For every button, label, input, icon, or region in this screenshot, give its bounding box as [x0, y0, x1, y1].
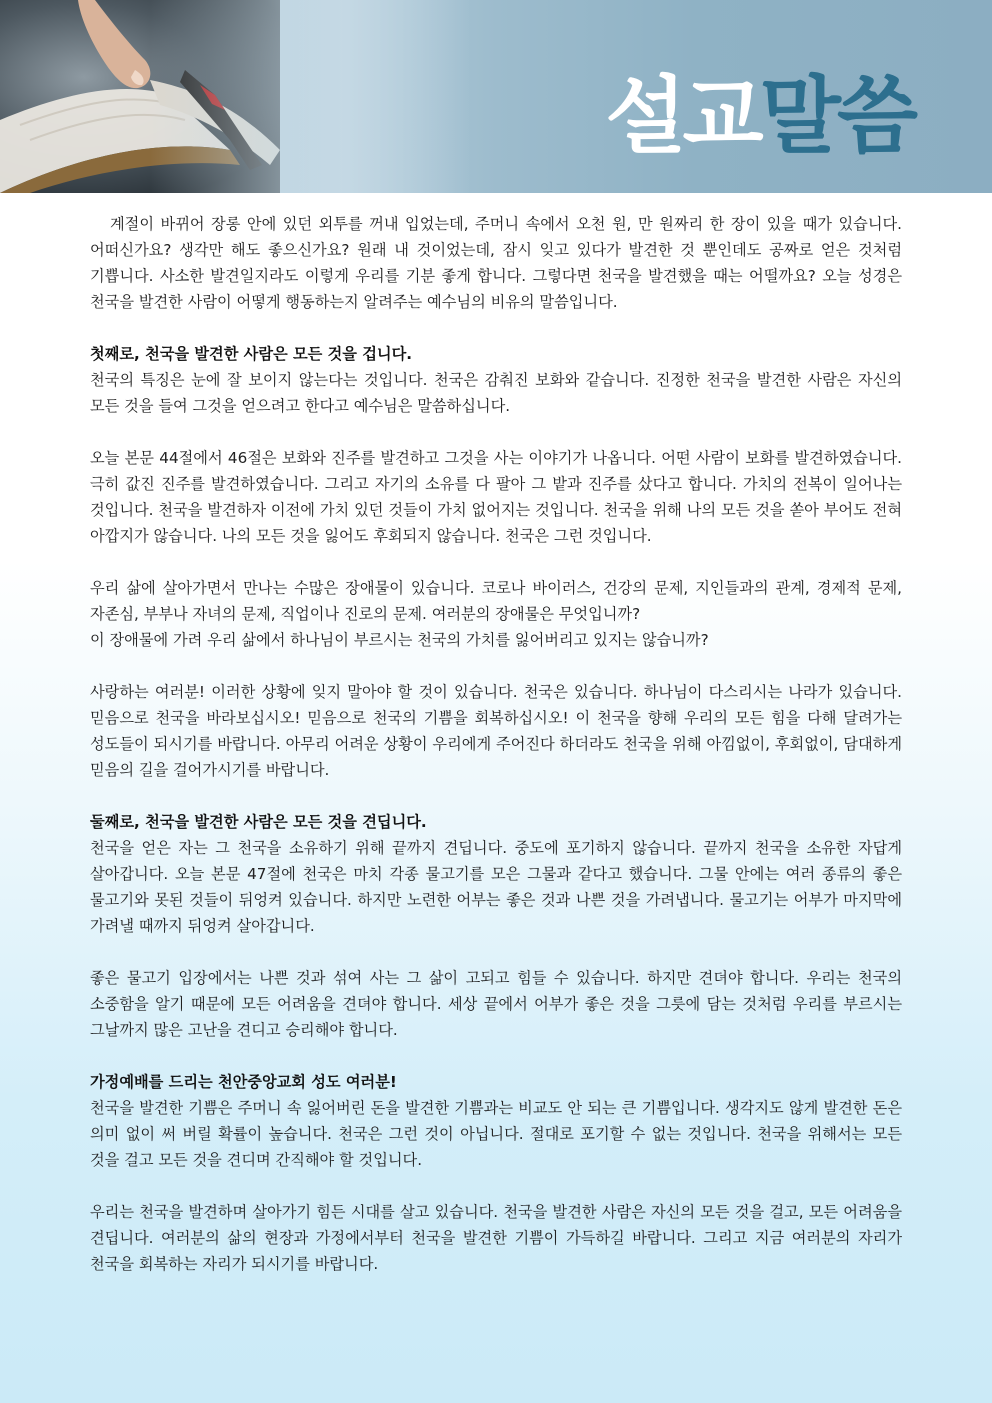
paragraph-gap [90, 419, 902, 445]
section1-paragraph-2: 오늘 본문 44절에서 46절은 보화와 진주를 발견하고 그것을 사는 이야기가 나옵니다. 어떤 사람이 보화를 발견하였습니다. 극히 값진 진주를 발견하였습니다. 그리고 자기의 소유를 다 팔아 그 밭과 진주를 샀다고 합니다. 가치의 전복이 일어나는 것입니다. 천국을 발견하자 이전에 가치 있던 것들이 가치 없어지는 것입니다. 천국을 위해 나의 모든 것을 쏟아 부어도 전혀 아깝지가 않습니다. 나의 모든 것을 잃어도 후회되지 않습니다. 천국은 그런 것입니다. [90, 449, 902, 545]
photo-fade [150, 0, 470, 193]
paragraph-gap [90, 549, 902, 575]
sermon-body [90, 211, 902, 1277]
section-heading-2: 둘째로, 천국을 발견한 사람은 모든 것을 견딥니다. [90, 813, 427, 831]
paragraph-gap [90, 783, 902, 809]
paragraph-gap [90, 315, 902, 341]
paragraph-gap [90, 1173, 902, 1199]
paragraph-gap [90, 653, 902, 679]
section1-paragraph-3b: 이 장애물에 가려 우리 삶에서 하나님이 부르시는 천국의 가치를 잃어버리고 있지는 않습니까? [90, 631, 709, 649]
page-title [605, 66, 914, 166]
section1-paragraph-1: 천국의 특징은 눈에 잘 보이지 않는다는 것입니다. 천국은 감춰진 보화와 같습니다. 진정한 천국을 발견한 사람은 자신의 모든 것을 들여 그것을 얻으려고 한다고 예수님은 말씀하십니다. [90, 371, 902, 415]
intro-paragraph: 계절이 바뀌어 장롱 안에 있던 외투를 꺼내 입었는데, 주머니 속에서 오천 원, 만 원짜리 한 장이 있을 때가 있습니다. 어떠신가요? 생각만 해도 좋으신가요? 원래 내 것이었는데, 잠시 잊고 있다가 발견한 것 뿐인데도 공짜로 얻은 것처럼 기쁩니다. 사소한 발견일지라도 이렇게 우리를 기분 좋게 합니다. 그렇다면 천국을 발견했을 때는 어떨까요? 오늘 성경은 천국을 발견한 사람이 어떻게 행동하는지 알려주는 예수님의 비유의 말씀입니다. [90, 215, 902, 311]
paragraph-gap [90, 939, 902, 965]
section-heading-3: 가정예배를 드리는 천안중앙교회 성도 여러분! [90, 1073, 397, 1091]
header-banner [0, 0, 992, 193]
paragraph-gap [90, 1043, 902, 1069]
section2-paragraph-2: 좋은 물고기 입장에서는 나쁜 것과 섞여 사는 그 삶이 고되고 힘들 수 있습니다. 하지만 견뎌야 합니다. 우리는 천국의 소중함을 알기 때문에 모든 어려움을 견뎌야 합니다. 세상 끝에서 어부가 좋은 것을 그릇에 담는 것처럼 우리를 부르시는 그날까지 많은 고난을 견디고 승리해야 합니다. [90, 969, 902, 1039]
section1-paragraph-4: 사랑하는 여러분! 이러한 상황에 잊지 말아야 할 것이 있습니다. 천국은 있습니다. 하나님이 다스리시는 나라가 있습니다. 믿음으로 천국을 바라보십시오! 믿음으로 천국의 기쁨을 회복하십시오! 이 천국을 향해 우리의 모든 힘을 다해 달려가는 성도들이 되시기를 바랍니다. 아무리 어려운 상황이 우리에게 주어진다 하더라도 천국을 위해 아낌없이, 후회없이, 담대하게 믿음의 길을 걸어가시기를 바랍니다. [90, 683, 902, 779]
section-heading-1: 첫째로, 천국을 발견한 사람은 모든 것을 겁니다. [90, 345, 413, 363]
section3-paragraph-1: 천국을 발견한 기쁨은 주머니 속 잃어버린 돈을 발견한 기쁨과는 비교도 안 되는 큰 기쁨입니다. 생각지도 않게 발견한 돈은 의미 없이 써 버릴 확률이 높습니다. 천국은 그런 것이 아닙니다. 절대로 포기할 수 없는 것입니다. 천국을 위해서는 모든 것을 걸고 모든 것을 견디며 간직해야 할 것입니다. [90, 1099, 902, 1169]
title-part-2: 말씀 [759, 67, 914, 165]
section3-paragraph-2: 우리는 천국을 발견하며 살아가기 힘든 시대를 살고 있습니다. 천국을 발견한 사람은 자신의 모든 것을 걸고, 모든 어려움을 견딥니다. 여러분의 삶의 현장과 가정에서부터 천국을 발견한 기쁨이 가득하길 바랍니다. 그리고 지금 여러분의 자리가 천국을 회복하는 자리가 되시기를 바랍니다. [90, 1203, 902, 1273]
section2-paragraph-1: 천국을 얻은 자는 그 천국을 소유하기 위해 끝까지 견딥니다. 중도에 포기하지 않습니다. 끝까지 천국을 소유한 자답게 살아갑니다. 오늘 본문 47절에 천국은 마치 각종 물고기를 모은 그물과 같다고 했습니다. 그물 안에는 여러 종류의 좋은 물고기와 못된 것들이 뒤엉켜 있습니다. 하지만 노련한 어부는 좋은 것과 나쁜 것을 가려냅니다. 물고기는 어부가 마지막에 가려낼 때까지 뒤엉켜 살아갑니다. [90, 839, 902, 935]
section1-paragraph-3a: 우리 삶에 살아가면서 만나는 수많은 장애물이 있습니다. 코로나 바이러스, 건강의 문제, 지인들과의 관계, 경제적 문제, 자존심, 부부나 자녀의 문제, 직업이나 진로의 문제. 여러분의 장애물은 무엇입니까? [90, 579, 902, 623]
title-part-1: 설교 [605, 67, 760, 165]
